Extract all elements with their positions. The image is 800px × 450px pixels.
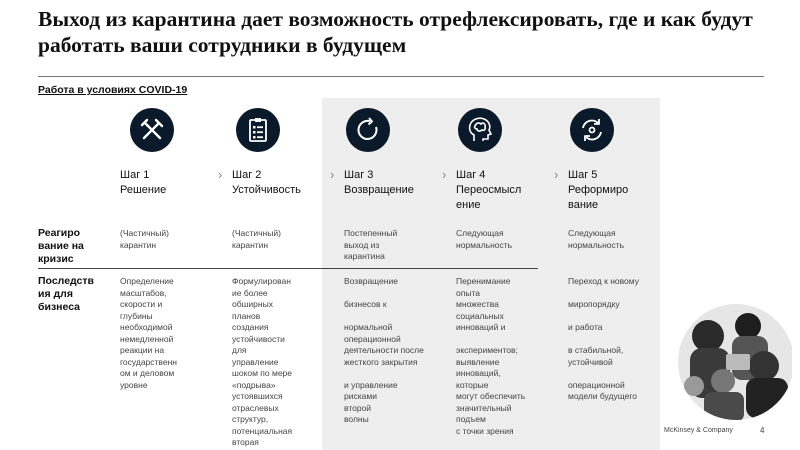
page-title: Выход из карантина дает возможность отрефлексировать, где и как будут работать ваши сотрудники в будущем bbox=[38, 7, 753, 57]
chevron-right-icon: › bbox=[554, 167, 559, 182]
cell-business-step-5: Переход к новому миропорядку и работа в стабильной, устойчивой операционной модели будущего bbox=[568, 276, 639, 401]
team-photo-image bbox=[668, 296, 792, 420]
step-2-title: Шаг 2 Устойчивость bbox=[232, 169, 301, 196]
step-5-title: Шаг 5 Реформиро вание bbox=[568, 169, 629, 211]
step-1-icon-circle bbox=[130, 108, 174, 152]
title-divider bbox=[38, 76, 764, 77]
step-4-icon-circle bbox=[458, 108, 502, 152]
refresh-gear-icon bbox=[577, 115, 607, 145]
step-2-icon-circle bbox=[236, 108, 280, 152]
step-5-icon-circle bbox=[570, 108, 614, 152]
cell-business-step-3: Возвращение бизнесов к нормальной операционной деятельности после жесткого закрытия и управление рисками второй волны bbox=[344, 276, 424, 424]
step-4-title: Шаг 4 Переосмысл ение bbox=[456, 169, 522, 211]
cell-business-step-4: Перенимание опыта множества социальных инноваций и экспериментов; выявление инноваций, которые могут обеспечить значительный подъем с точки зрения bbox=[456, 276, 526, 436]
section-label: Работа в условиях COVID-19 bbox=[38, 84, 188, 96]
step-3-title: Шаг 3 Возвращение bbox=[344, 169, 414, 196]
cell-crisis-step-3: Постепенный выход из карантина bbox=[344, 228, 398, 261]
cell-crisis-step-4: Следующая нормальность bbox=[456, 228, 513, 250]
step-1-title: Шаг 1 Решение bbox=[120, 169, 167, 196]
brain-head-icon bbox=[464, 114, 496, 146]
cell-business-step-2: Формулирован ие более обширных планов создания устойчивости для управление шоком по мере «подрыва» устоявшихся отраслевых структур, потенциальная вторая bbox=[232, 276, 293, 447]
cell-business-step-1: Определение масштабов, скорости и глубины необходимой немедленной реакции на государственн ом и деловом уровне bbox=[120, 276, 177, 390]
checklist-icon bbox=[243, 115, 273, 145]
return-cycle-icon bbox=[353, 115, 383, 145]
step-3-icon-circle bbox=[346, 108, 390, 152]
page-number: 4 bbox=[760, 426, 765, 435]
row-divider bbox=[38, 268, 538, 269]
chevron-right-icon: › bbox=[330, 167, 335, 182]
cell-crisis-step-2: (Частичный) карантин bbox=[232, 228, 281, 250]
chevron-right-icon: › bbox=[442, 167, 447, 182]
row-label-crisis-response: Реагиро вание на кризис bbox=[38, 227, 84, 265]
chevron-right-icon: › bbox=[218, 167, 223, 182]
tools-icon bbox=[137, 115, 167, 145]
footer-brand: McKinsey & Company bbox=[664, 427, 733, 434]
cell-crisis-step-1: (Частичный) карантин bbox=[120, 228, 169, 250]
row-label-business-impact: Последств ия для бизнеса bbox=[38, 275, 94, 313]
cell-crisis-step-5: Следующая нормальность bbox=[568, 228, 625, 250]
